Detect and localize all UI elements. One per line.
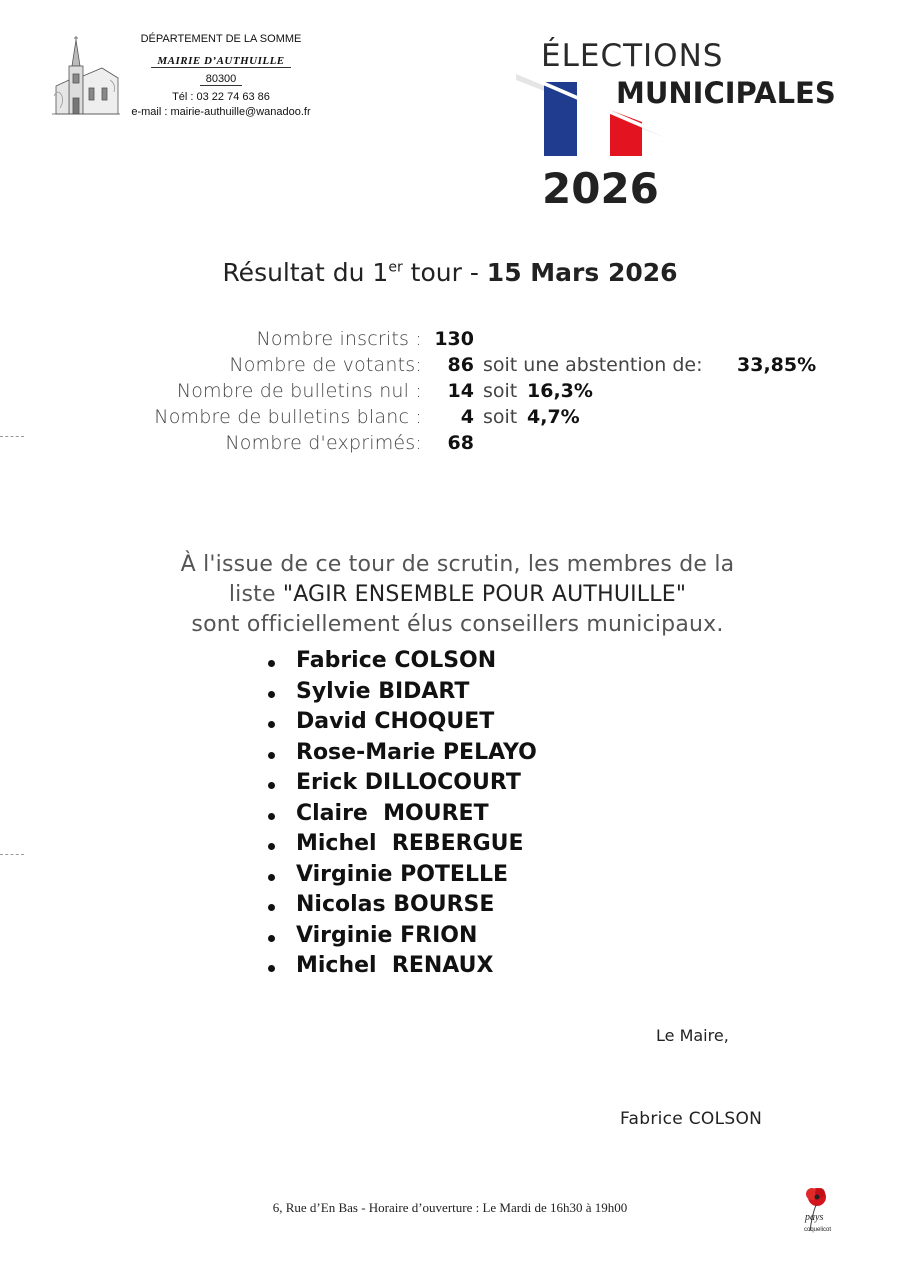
stat-soit-nuls: soit: [483, 380, 518, 402]
logo-title: ÉLECTIONS: [541, 38, 724, 74]
signature-label: Le Maire,: [656, 1026, 729, 1045]
logo-subtitle: MUNICIPALES: [616, 76, 836, 110]
svg-text:coquelicot: coquelicot: [804, 1227, 832, 1233]
svg-text:pays: pays: [805, 1212, 824, 1223]
email-line: [96, 106, 346, 118]
stat-soit-blancs: soit: [483, 406, 518, 428]
stat-value-inscrits: 130: [434, 328, 474, 350]
stat-value-exprimes: 68: [447, 432, 474, 454]
list-item: Virginie FRION: [266, 923, 537, 954]
stat-label-votants: Nombre de votants:: [229, 354, 422, 376]
result-title: [0, 258, 900, 287]
stat-label-exprimes: Nombre d'exprimés:: [225, 432, 422, 454]
telephone: Tél : 03 22 74 63 86: [172, 91, 270, 103]
elected-members-list: [266, 648, 537, 984]
footer-address: 6, Rue d’En Bas - Horaire d’ouverture : Le Mardi de 16h30 à 19h00: [272, 1200, 628, 1215]
stat-label-inscrits: Nombre inscrits :: [256, 328, 422, 350]
result-sup: er: [388, 259, 403, 276]
result-date: 15 Mars 2026: [486, 258, 678, 287]
stat-soit-votants: soit une abstention de:: [483, 354, 703, 376]
stat-pct-nuls: 16,3%: [527, 380, 593, 402]
list-item: Erick DILLOCOURT: [266, 770, 537, 801]
list-item: Michel REBERGUE: [266, 831, 537, 862]
stat-label-blancs: Nombre de bulletins blanc :: [154, 406, 422, 428]
list-item: Sylvie BIDART: [266, 679, 537, 710]
list-item: Virginie POTELLE: [266, 862, 537, 893]
fold-mark: [0, 854, 24, 855]
list-name: "AGIR ENSEMBLE POUR AUTHUILLE": [282, 582, 687, 607]
signature-name: Fabrice COLSON: [620, 1109, 763, 1129]
pays-coquelicot-logo: [790, 1185, 836, 1237]
list-item: Nicolas BOURSE: [266, 892, 537, 923]
stat-label-nuls: Nombre de bulletins nul :: [176, 380, 422, 402]
fold-mark: [0, 436, 24, 437]
announcement-paragraph: [100, 550, 815, 640]
list-item: Fabrice COLSON: [266, 648, 537, 679]
email-label: e-mail :: [131, 106, 168, 118]
stat-pct-blancs: 4,7%: [527, 406, 580, 428]
list-item: Rose-Marie PELAYO: [266, 740, 537, 771]
logo-year: 2026: [542, 164, 659, 213]
announcement-line-2: [100, 580, 815, 610]
mairie-name: MAIRIE D’AUTHUILLE: [96, 55, 346, 68]
postal-code: 80300: [96, 73, 346, 86]
stat-value-nuls: 14: [447, 380, 474, 402]
stat-value-blancs: 4: [460, 406, 474, 428]
announcement-line-1: À l'issue de ce tour de scrutin, les membres de la: [180, 552, 735, 577]
result-middle: tour -: [402, 258, 487, 287]
list-item: David CHOQUET: [266, 709, 537, 740]
email-address: mairie-authuille@wanadoo.fr: [170, 106, 311, 118]
list-item: Michel RENAUX: [266, 953, 537, 984]
result-prefix: Résultat du 1: [222, 258, 389, 287]
department-name: DÉPARTEMENT DE LA SOMME: [140, 33, 302, 45]
list-item: Claire MOURET: [266, 801, 537, 832]
announcement-line-3: sont officiellement élus conseillers municipaux.: [191, 612, 724, 637]
announcement-list-prefix: liste: [228, 582, 283, 607]
stat-value-votants: 86: [447, 354, 474, 376]
stat-pct-abstention: 33,85%: [737, 354, 817, 376]
